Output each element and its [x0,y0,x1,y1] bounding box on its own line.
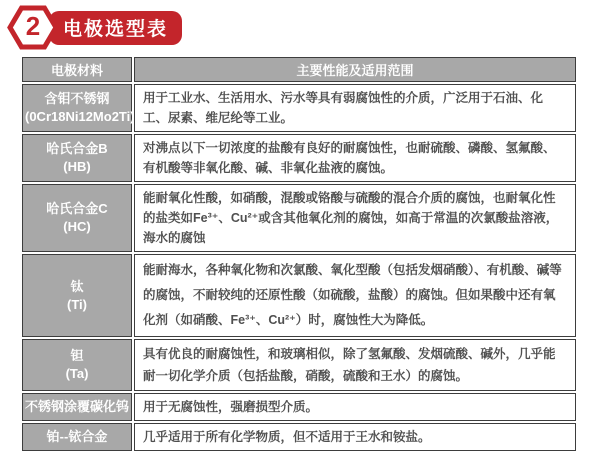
description-cell: 用于工业水、生活用水、污水等具有弱腐蚀性的介质，广泛用于石油、化工、尿素、维尼纶等工业。 [134,84,576,132]
section-title: 电极选型表 [63,19,169,40]
material-name: 不锈钢涂覆碳化钨 [25,399,130,415]
material-name: 钛 [70,278,84,294]
column-header-material: 电极材料 [22,57,132,82]
table-row [22,423,576,451]
table-row [22,134,576,182]
electrode-selection-table [20,55,578,453]
material-cell [22,393,132,421]
material-name: 钽 [70,348,84,364]
section-number-badge [8,4,58,51]
material-grade: (0Cr18Ni12Mo2Ti) [25,109,135,124]
section-title-pill [49,11,182,45]
table-row [22,254,576,337]
material-cell [22,84,135,132]
material-cell [22,339,132,391]
material-cell [22,254,132,337]
description-cell: 能耐海水，各种氧化物和次氯酸、氧化型酸（包括发烟硝酸）、有机酸、碱等的腐蚀，不耐较纯的还原性酸（如硫酸，盐酸）的腐蚀。但如果酸中还有氧化剂（如硝酸、Fe³⁺、Cu²⁺）时，腐蚀性大为降低。 [134,254,576,337]
section-number: 2 [25,11,41,41]
material-name: 哈氏合金C [46,201,108,217]
column-header-performance: 主要性能及适用范围 [134,57,576,82]
table-row [22,339,576,391]
description-cell: 用于无腐蚀性，强磨损型介质。 [134,393,576,421]
material-grade: (HB) [63,159,91,174]
material-cell [22,134,132,182]
material-grade: (Ti) [67,296,87,312]
description-cell: 能耐氧化性酸，如硝酸，混酸或铬酸与硫酸的混合介质的腐蚀，也耐氧化性的盐类如Fe³⁺、Cu²⁺或含其他氧化剂的腐蚀，如高于常温的次氯酸盐溶液，海水的腐蚀 [134,184,576,252]
section-header [0,0,600,50]
material-name: 哈氏合金B [46,141,108,157]
description-cell: 具有优良的耐腐蚀性，和玻璃相似，除了氢氟酸、发烟硫酸、碱外，几乎能耐一切化学介质（包括盐酸，硝酸，硫酸和王水）的腐蚀。 [134,339,576,391]
table-row [22,84,576,132]
description-cell: 对沸点以下一切浓度的盐酸有良好的耐腐蚀性，也耐硫酸、磷酸、氢氟酸、有机酸等非氧化酸、碱、非氧化盐液的腐蚀。 [134,134,576,182]
table-row [22,393,576,421]
material-cell [22,184,132,252]
material-grade: (HC) [63,219,91,234]
table-header-row [22,57,576,82]
material-cell [22,423,132,451]
material-name: 铂--铱合金 [46,429,108,445]
material-name: 含钼不锈钢 [44,91,110,107]
table-row [22,184,576,252]
description-cell: 几乎适用于所有化学物质，但不适用于王水和铵盐。 [134,423,576,451]
material-grade: (Ta) [65,366,89,381]
